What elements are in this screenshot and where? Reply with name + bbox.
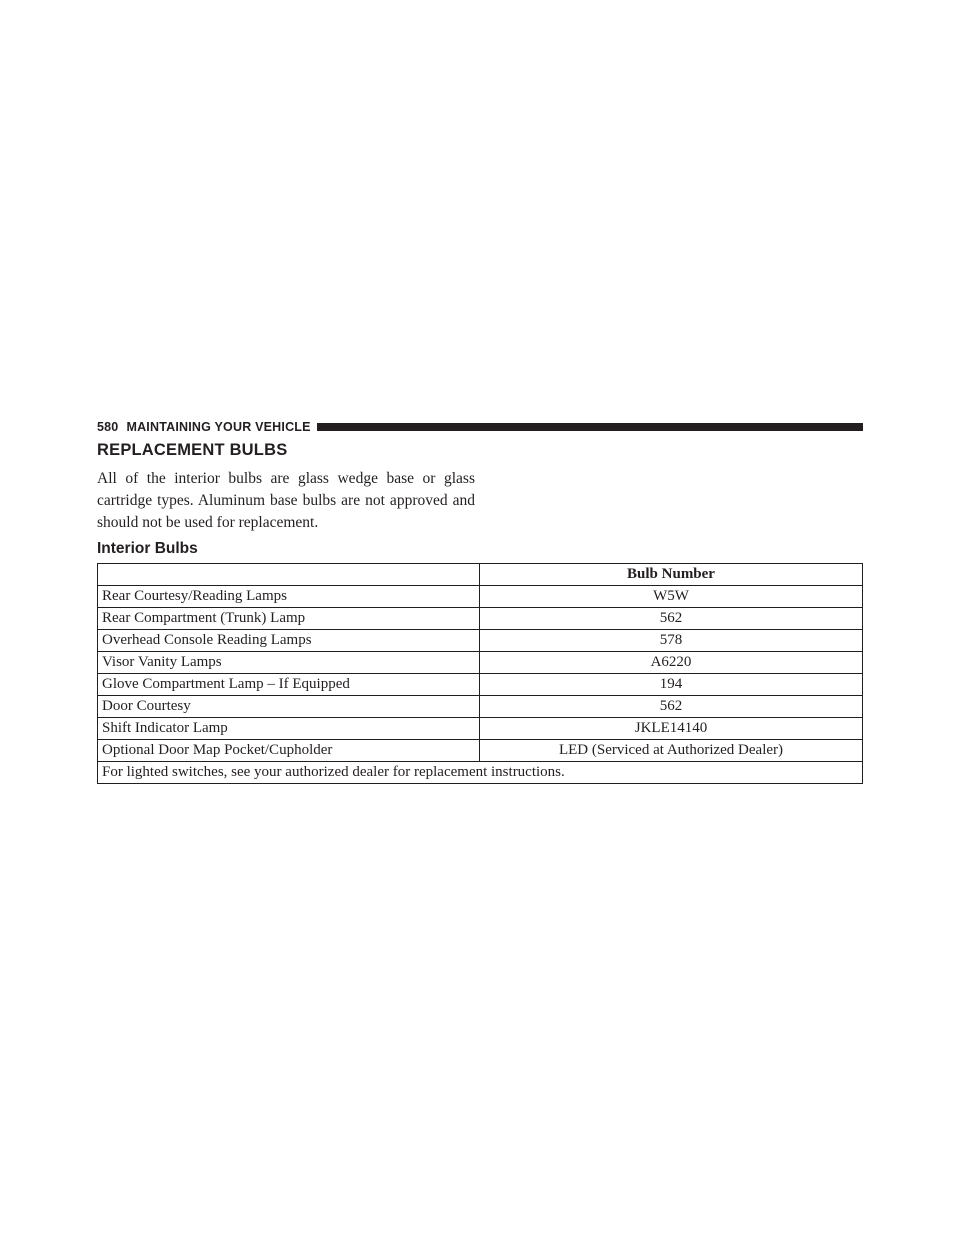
section-title: REPLACEMENT BULBS [97, 441, 288, 459]
table-note: For lighted switches, see your authorized dealer for replacement instructions. [98, 762, 863, 784]
bulb-number: 562 [480, 696, 863, 718]
table-header-row [98, 564, 863, 586]
running-header [97, 418, 863, 436]
table-row [98, 674, 863, 696]
bulb-location: Optional Door Map Pocket/Cupholder [98, 740, 480, 762]
table-row [98, 630, 863, 652]
intro-paragraph: All of the interior bulbs are glass wedge base or glass cartridge types. Aluminum base bulbs are not approved and should not be used for replacement. [97, 470, 475, 531]
table-row [98, 696, 863, 718]
table-row [98, 718, 863, 740]
chapter-name: MAINTAINING YOUR VEHICLE [126, 420, 311, 434]
bulb-number: 578 [480, 630, 863, 652]
bulb-location: Rear Compartment (Trunk) Lamp [98, 608, 480, 630]
bulb-location: Visor Vanity Lamps [98, 652, 480, 674]
interior-bulbs-table [97, 563, 863, 784]
bulb-location: Overhead Console Reading Lamps [98, 630, 480, 652]
table-note-row [98, 762, 863, 784]
page-number: 580 [97, 420, 119, 434]
subsection-title: Interior Bulbs [97, 540, 198, 557]
table-row [98, 608, 863, 630]
table-row [98, 740, 863, 762]
table-row [98, 652, 863, 674]
header-rule [317, 423, 863, 431]
bulb-number: 194 [480, 674, 863, 696]
bulb-number: 562 [480, 608, 863, 630]
bulb-number: A6220 [480, 652, 863, 674]
bulb-location: Glove Compartment Lamp – If Equipped [98, 674, 480, 696]
bulb-location: Shift Indicator Lamp [98, 718, 480, 740]
bulb-number: JKLE14140 [480, 718, 863, 740]
table-row [98, 586, 863, 608]
bulb-number: LED (Serviced at Authorized Dealer) [480, 740, 863, 762]
bulb-location: Rear Courtesy/Reading Lamps [98, 586, 480, 608]
bulb-location: Door Courtesy [98, 696, 480, 718]
column-header-bulb-number: Bulb Number [480, 564, 863, 586]
column-header-location [98, 564, 480, 586]
bulb-number: W5W [480, 586, 863, 608]
